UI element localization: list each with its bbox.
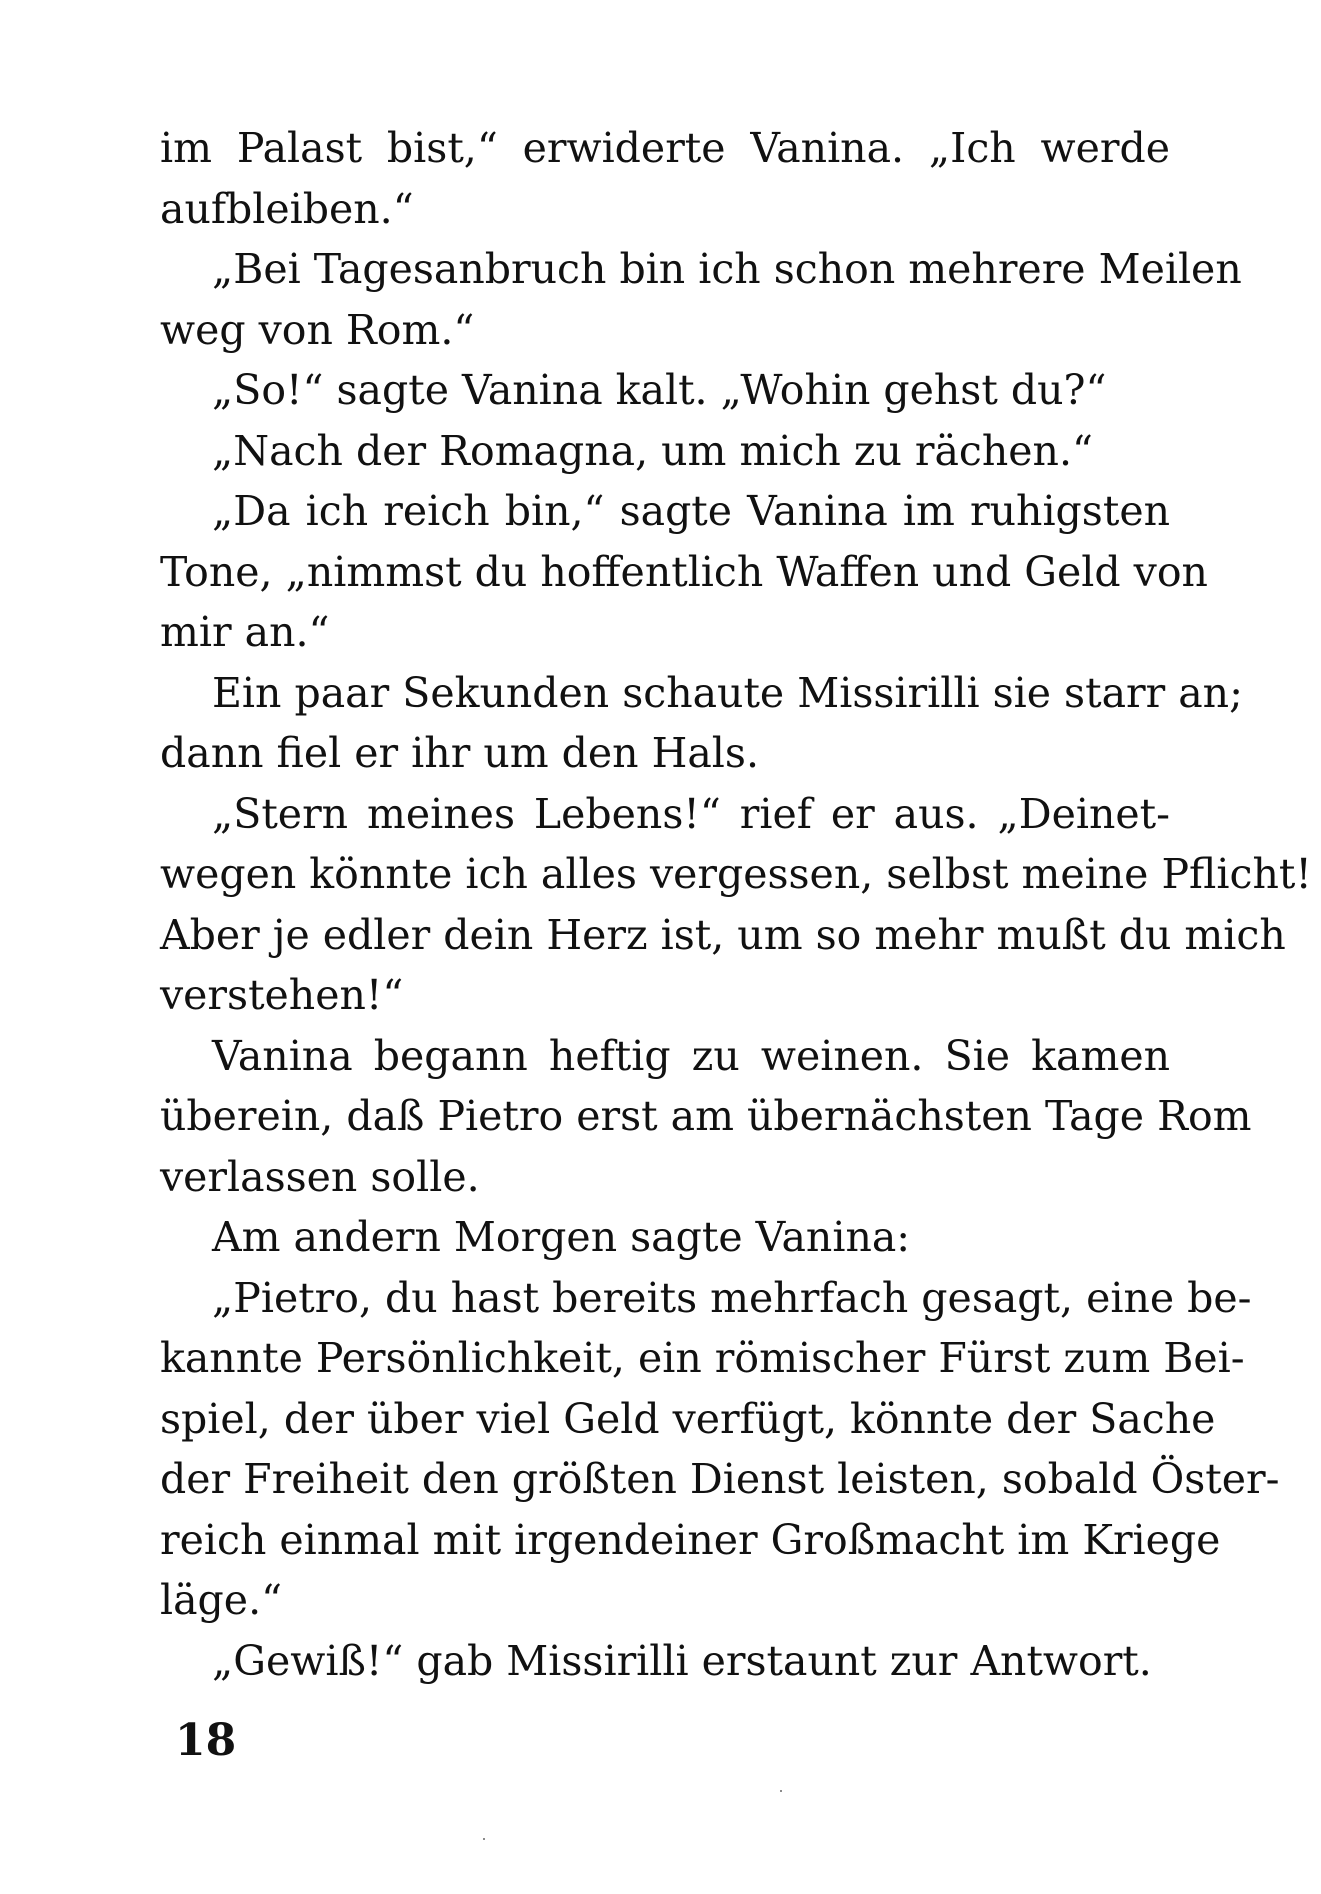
text-line: „Bei Tagesanbruch bin ich schon mehrere Meilen xyxy=(212,245,1242,293)
text-line: „Nach der Romagna, um mich zu rächen.“ xyxy=(212,426,1093,475)
text-line: wegen könnte ich alles vergessen, selbst meine Pflicht! xyxy=(160,850,1312,898)
text-line: „So!“ sagte Vanina kalt. „Wohin gehst du?“ xyxy=(212,366,1107,414)
text-line: reich einmal mit irgendeiner Großmacht im Kriege xyxy=(160,1515,1221,1564)
text-line: Vanina begann heftig zu weinen. Sie kamen xyxy=(212,1031,1170,1080)
text-line: spiel, der über viel Geld verfügt, könnte der Sache xyxy=(160,1394,1216,1443)
text-line: „Stern meines Lebens!“ rief er aus. „Deinet- xyxy=(212,789,1170,838)
paper-speck xyxy=(780,1790,782,1792)
text-line: kannte Persönlichkeit, ein römischer Fürst zum Bei- xyxy=(160,1334,1245,1382)
text-line: Aber je edler dein Herz ist, um so mehr mußt du mich xyxy=(160,910,1286,959)
text-line: weg von Rom.“ xyxy=(160,305,475,354)
text-line: überein, daß Pietro erst am übernächsten Tage Rom xyxy=(160,1092,1252,1140)
text-line: „Da ich reich bin,“ sagte Vanina im ruhigsten xyxy=(212,487,1170,535)
paper-speck xyxy=(483,1838,485,1840)
text-line: im Palast bist,“ erwiderte Vanina. „Ich werde xyxy=(160,124,1170,172)
text-line: der Freiheit den größten Dienst leisten, sobald Öster- xyxy=(160,1455,1280,1503)
text-line: Am andern Morgen sagte Vanina: xyxy=(212,1213,911,1261)
text-line: Ein paar Sekunden schaute Missirilli sie starr an; xyxy=(212,668,1243,717)
text-line: „Gewiß!“ gab Missirilli erstaunt zur Antwort. xyxy=(212,1636,1152,1685)
page-number: 18 xyxy=(175,1715,237,1766)
text-line: Tone, „nimmst du hoffentlich Waffen und Geld von xyxy=(160,547,1208,596)
text-line: mir an.“ xyxy=(160,608,330,656)
text-line: verstehen!“ xyxy=(160,971,404,1019)
body-text xyxy=(160,118,1312,1691)
text-line: „Pietro, du hast bereits mehrfach gesagt, eine be- xyxy=(212,1273,1252,1322)
text-line: dann fiel er ihr um den Hals. xyxy=(160,729,759,777)
text-line: verlassen solle. xyxy=(160,1152,480,1201)
text-line: aufbleiben.“ xyxy=(160,184,414,233)
text-line: läge.“ xyxy=(160,1576,283,1624)
